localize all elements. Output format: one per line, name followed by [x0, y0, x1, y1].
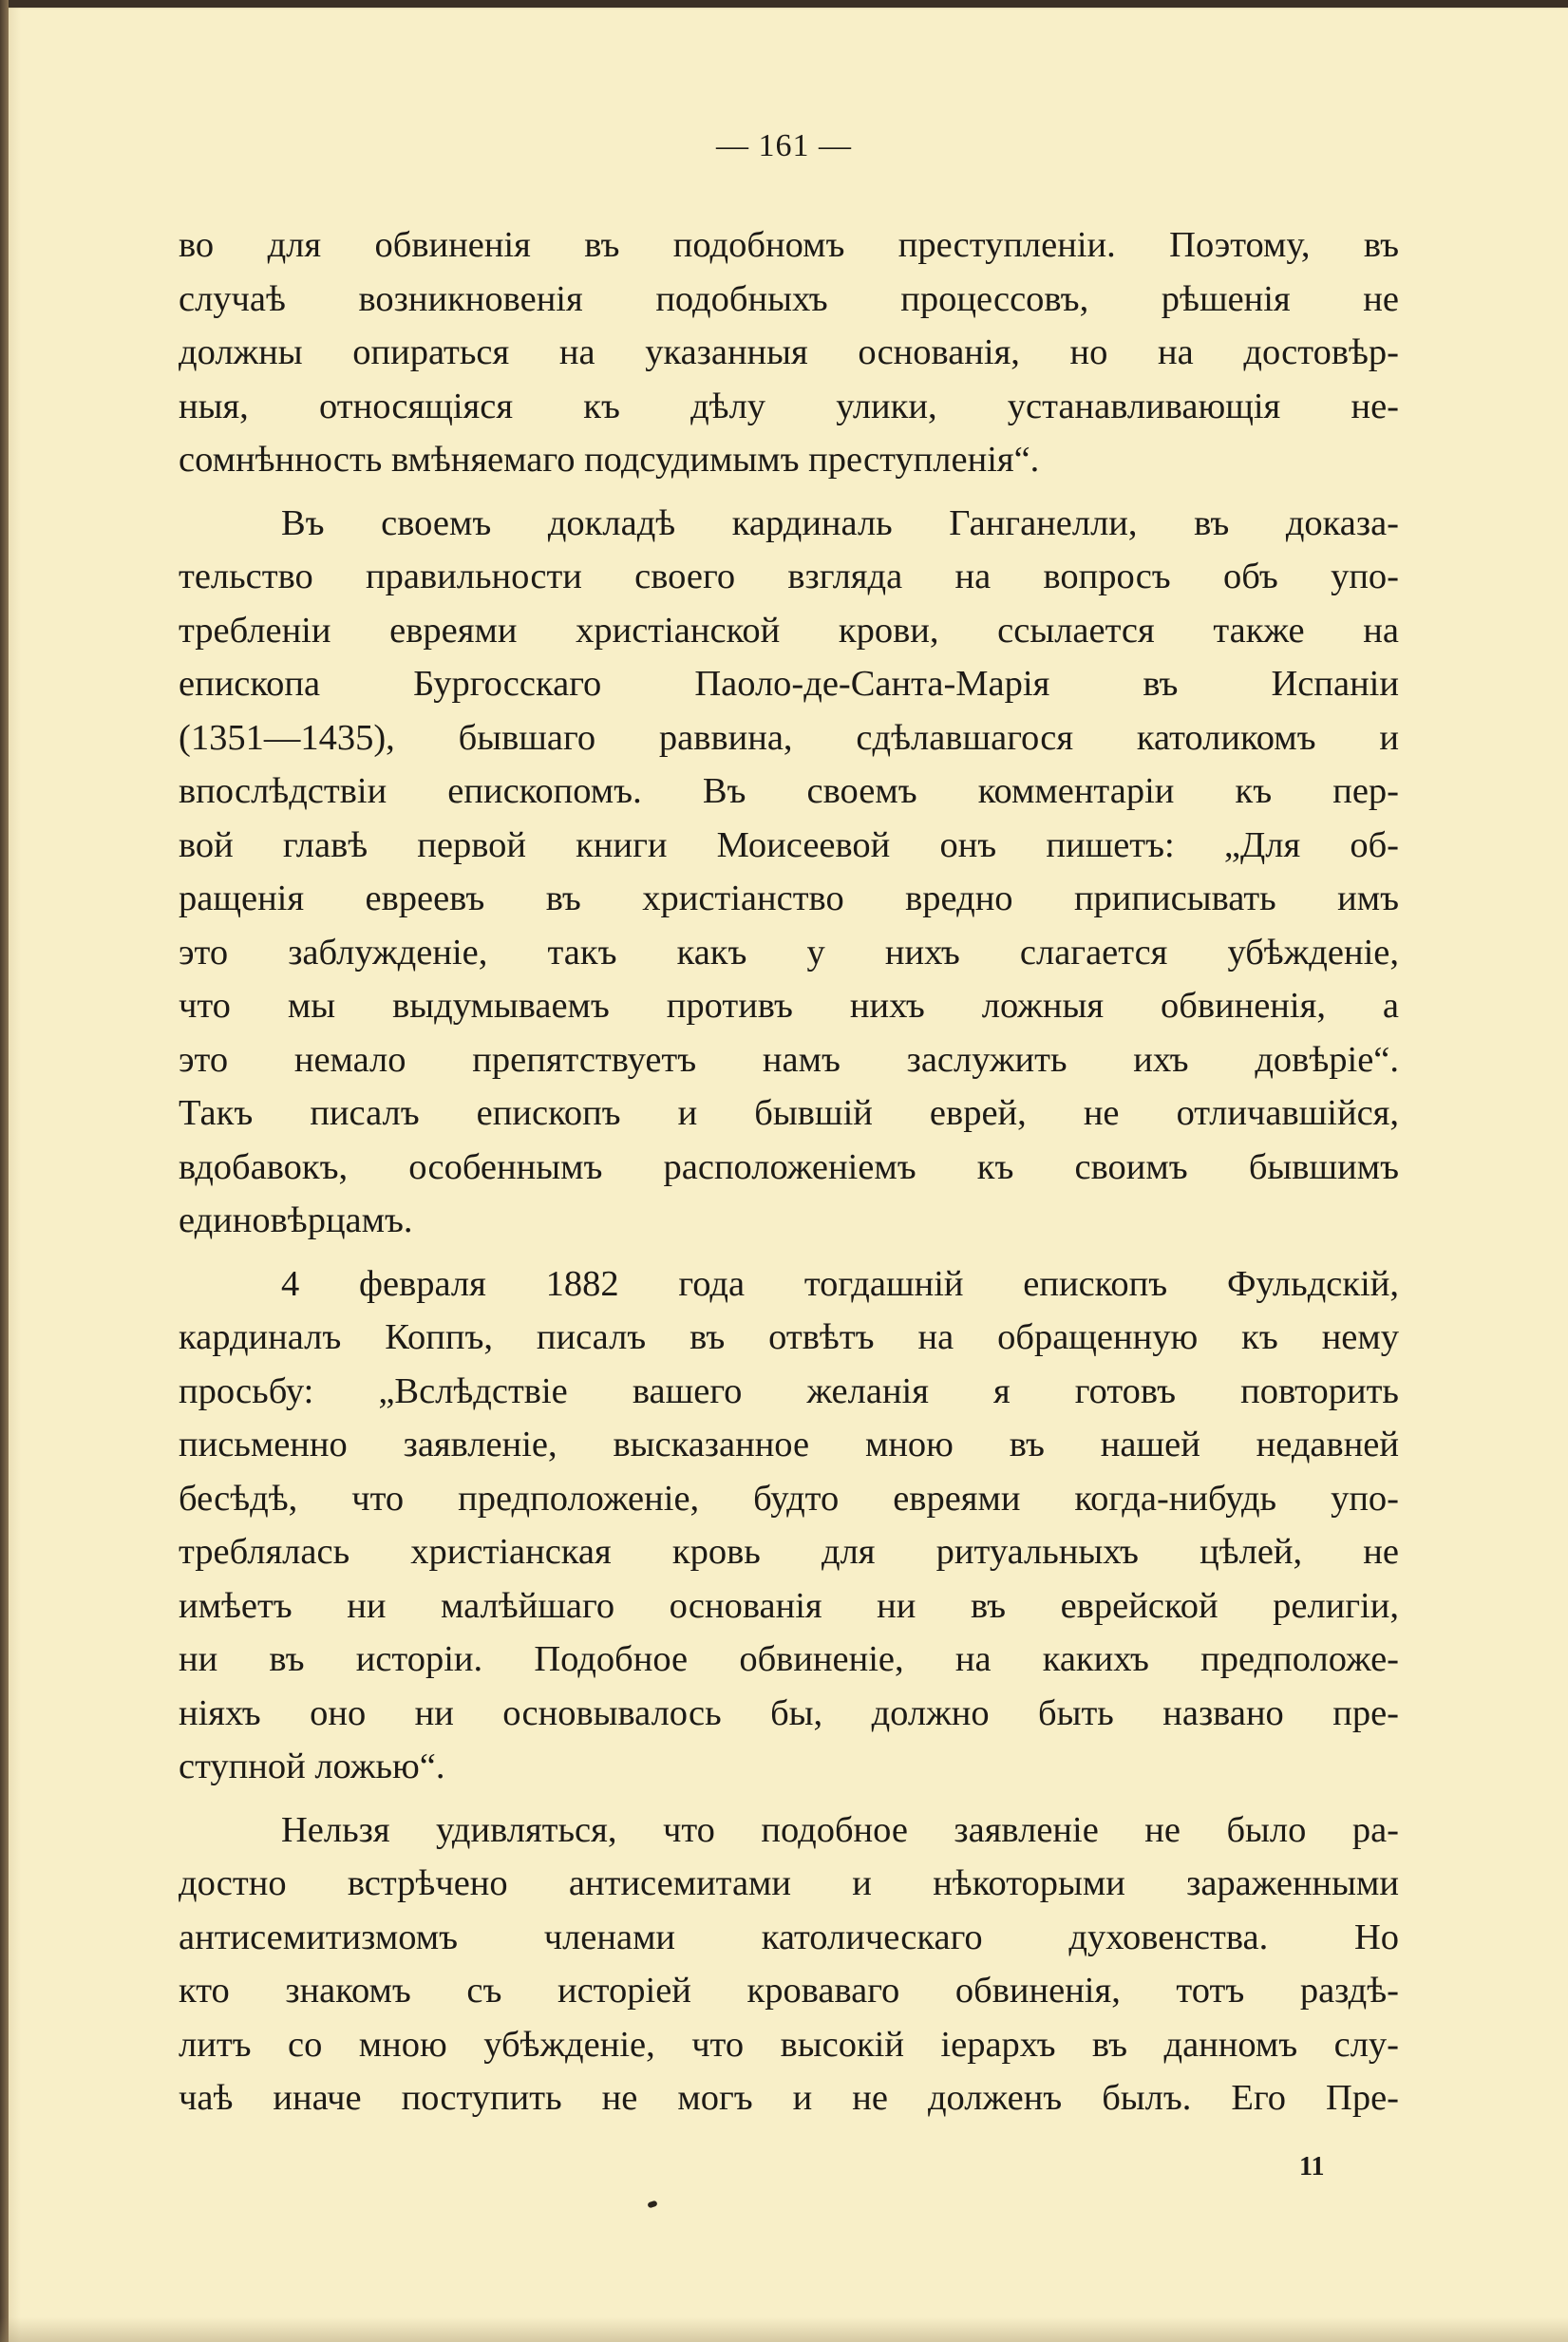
text-line: должны опираться на указанныя основанія, но на достовѣр-	[179, 332, 1399, 372]
text-line: имѣетъ ни малѣйшаго основанія ни въ еврейской религіи,	[179, 1585, 1399, 1626]
text-line: что мы выдумываемъ противъ нихъ ложныя обвиненія, а	[179, 986, 1399, 1026]
text-line: кардиналъ Коппъ, писалъ въ отвѣтъ на обращенную къ нему	[179, 1317, 1399, 1357]
text-line: бесѣдѣ, что предположеніе, будто евреями когда-нибудь упо-	[179, 1478, 1399, 1519]
paragraph	[179, 497, 1399, 1248]
text-line: письменно заявленіе, высказанное мною въ нашей недавней	[179, 1425, 1399, 1464]
text-line: требленіи евреями христіанской крови, ссылается также на	[179, 610, 1399, 651]
text-line: (1351—1435), бывшаго раввина, сдѣлавшагося католикомъ и	[179, 717, 1399, 758]
text-line: во для обвиненія въ подобномъ преступленіи. Поэтому, въ	[179, 225, 1399, 265]
text-line: чаѣ иначе поступить не могъ и не долженъ былъ. Его Пре-	[179, 2078, 1399, 2118]
text-line: кто знакомъ съ исторіей кроваваго обвиненія, тотъ раздѣ-	[179, 1971, 1399, 2011]
text-line: это немало препятствуетъ намъ заслужить ихъ довѣріе“.	[179, 1039, 1399, 1080]
paragraph-gap	[179, 1794, 1399, 1804]
text-line: треблялась христіанская кровь для ритуальныхъ цѣлей, не	[179, 1532, 1399, 1572]
text-line: Нельзя удивляться, что подобное заявленіе не было ра-	[281, 1809, 1399, 1850]
paragraph	[179, 1804, 1399, 2125]
text-line: епископа Бургосскаго Паоло-де-Санта-Марія въ Испаніи	[179, 664, 1399, 704]
text-line: вой главѣ первой книги Моисеевой онъ пишетъ: „Для об-	[179, 824, 1399, 865]
text-line: впослѣдствіи епископомъ. Въ своемъ комментаріи къ пер-	[179, 771, 1399, 811]
text-line: ступной ложью“.	[179, 1747, 445, 1786]
text-line: ніяхъ оно ни основывалось бы, должно быть названо пре-	[179, 1692, 1399, 1733]
text-line: ращенія евреевъ въ христіанство вредно приписывать имъ	[179, 878, 1399, 918]
text-line: Такъ писалъ епископъ и бывшій еврей, не отличавшійся,	[179, 1093, 1399, 1133]
signature-mark: 11	[1299, 2152, 1325, 2181]
page-bottom-edge	[0, 2317, 1568, 2342]
page-binding-edge	[0, 0, 9, 2342]
text-line: единовѣрцамъ.	[179, 1200, 413, 1240]
text-line: достно встрѣчено антисемитами и нѣкоторыми зараженными	[179, 1863, 1399, 1903]
text-line: ни въ исторіи. Подобное обвиненіе, на какихъ предположе-	[179, 1639, 1399, 1679]
text-line: случаѣ возникновенія подобныхъ процессовъ, рѣшенія не	[179, 278, 1399, 319]
page-number-header: — 161 —	[716, 128, 852, 163]
text-line: это заблужденіе, такъ какъ у нихъ слагается убѣжденіе,	[179, 932, 1399, 973]
paragraph-gap	[179, 487, 1399, 497]
page-top-edge	[0, 0, 1568, 8]
text-line: литъ со мною убѣжденіе, что высокій іерархъ въ данномъ слу-	[179, 2024, 1399, 2065]
text-line: антисемитизмомъ членами католическаго духовенства. Но	[179, 1917, 1399, 1957]
body-text	[179, 218, 1399, 2125]
text-line: тельство правильности своего взгляда на вопросъ объ упо-	[179, 557, 1399, 596]
paragraph	[179, 218, 1399, 487]
text-line: сомнѣнность вмѣняемаго подсудимымъ преступленія“.	[179, 440, 1040, 480]
ink-spot	[647, 2200, 657, 2209]
text-line: Въ своемъ докладѣ кардиналь Ганганелли, въ доказа-	[281, 502, 1399, 543]
paragraph-gap	[179, 1248, 1399, 1257]
text-line: ныя, относящіяся къ дѣлу улики, устанавливающія не-	[179, 386, 1399, 426]
text-line: вдобавокъ, особеннымъ расположеніемъ къ своимъ бывшимъ	[179, 1146, 1399, 1187]
text-line: 4 февраля 1882 года тогдашній епископъ Фульдскій,	[281, 1263, 1399, 1304]
text-line: просьбу: „Вслѣдствіе вашего желанія я готовъ повторить	[179, 1370, 1399, 1411]
paragraph	[179, 1257, 1399, 1794]
